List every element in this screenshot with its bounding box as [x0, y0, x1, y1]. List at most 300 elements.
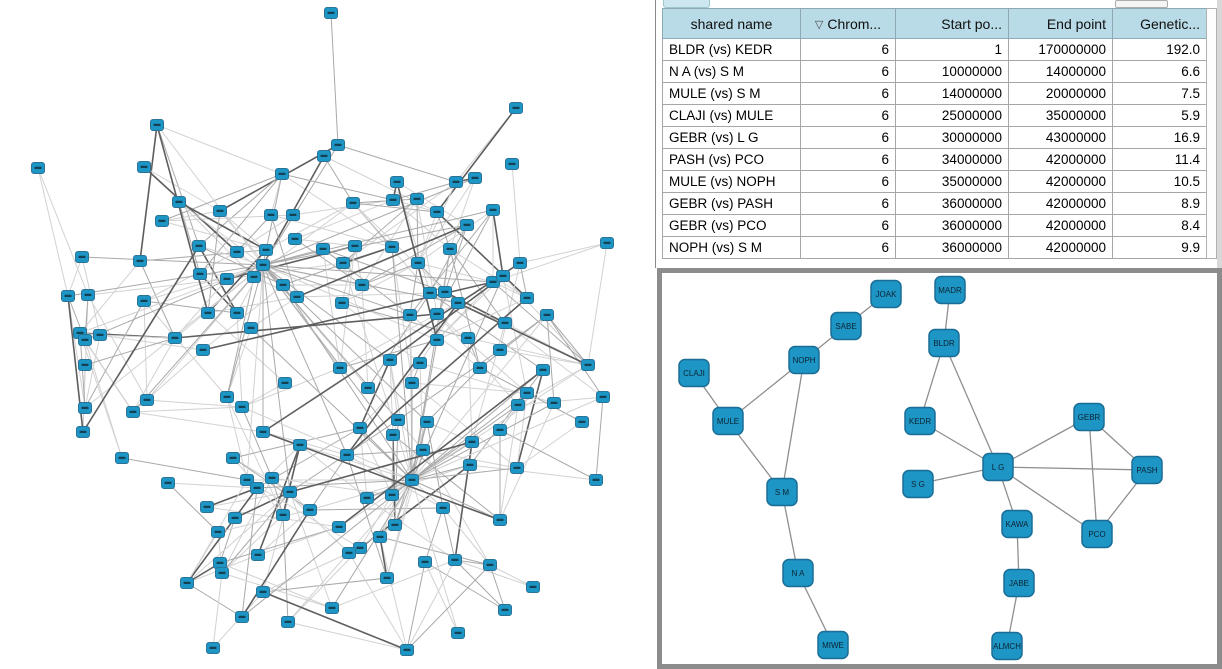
- network-node[interactable]: [401, 645, 414, 656]
- network-node[interactable]: [411, 194, 424, 205]
- network-node[interactable]: [173, 197, 186, 208]
- node-label-glyph: [515, 404, 522, 406]
- network-node[interactable]: [332, 140, 345, 151]
- table-cell[interactable]: 8.9: [1113, 193, 1207, 215]
- network-node[interactable]: [289, 234, 302, 245]
- column-header-chrom---[interactable]: [801, 9, 896, 39]
- column-header-label: End point: [1046, 15, 1106, 32]
- network-node[interactable]: [32, 163, 45, 174]
- network-node[interactable]: [236, 402, 249, 413]
- table-row[interactable]: [663, 149, 1207, 171]
- network-node[interactable]: [277, 510, 290, 521]
- network-node[interactable]: [541, 310, 554, 321]
- network-node[interactable]: [334, 363, 347, 374]
- network-node-miwe[interactable]: [818, 632, 848, 659]
- network-node[interactable]: [424, 288, 437, 299]
- network-node[interactable]: [386, 490, 399, 501]
- node-label-glyph: [442, 291, 449, 293]
- network-node[interactable]: [474, 363, 487, 374]
- network-node[interactable]: [214, 558, 227, 569]
- network-node[interactable]: [406, 378, 419, 389]
- table-cell[interactable]: 6: [801, 237, 896, 259]
- network-edge: [200, 174, 282, 274]
- network-node[interactable]: [494, 515, 507, 526]
- network-edge: [407, 560, 455, 650]
- table-cell[interactable]: 42000000: [1009, 193, 1113, 215]
- network-edge: [227, 328, 251, 397]
- node-label-glyph: [387, 359, 394, 361]
- network-node[interactable]: [419, 557, 432, 568]
- network-node[interactable]: [193, 241, 206, 252]
- network-node[interactable]: [590, 475, 603, 486]
- table-row[interactable]: [663, 127, 1207, 149]
- network-node-pco[interactable]: [1082, 521, 1112, 548]
- network-node[interactable]: [404, 310, 417, 321]
- table-vertical-scrollbar[interactable]: [1206, 8, 1217, 259]
- node-label-glyph: [420, 449, 427, 451]
- node-label-glyph: [455, 302, 462, 304]
- network-node[interactable]: [197, 345, 210, 356]
- network-node[interactable]: [94, 330, 107, 341]
- network-node[interactable]: [229, 513, 242, 524]
- network-node[interactable]: [221, 274, 234, 285]
- table-cell[interactable]: 42000000: [1009, 237, 1113, 259]
- table-cell[interactable]: CLAJI (vs) MULE: [663, 105, 801, 127]
- network-node[interactable]: [76, 252, 89, 263]
- network-node-noph[interactable]: [789, 347, 819, 374]
- network-node[interactable]: [437, 503, 450, 514]
- table-cell[interactable]: 42000000: [1009, 215, 1113, 237]
- table-cell[interactable]: 36000000: [896, 215, 1009, 237]
- network-node[interactable]: [79, 360, 92, 371]
- network-node[interactable]: [548, 398, 561, 409]
- network-node[interactable]: [326, 603, 339, 614]
- network-node[interactable]: [414, 358, 427, 369]
- network-node[interactable]: [384, 355, 397, 366]
- network-node[interactable]: [462, 333, 475, 344]
- table-cell[interactable]: 25000000: [896, 105, 1009, 127]
- network-edge: [80, 265, 263, 333]
- table-cell[interactable]: BLDR (vs) KEDR: [663, 39, 801, 61]
- node-label-glyph: [321, 155, 328, 157]
- table-cell[interactable]: 20000000: [1009, 83, 1113, 105]
- detail-network-panel[interactable]: [657, 268, 1222, 669]
- network-node[interactable]: [601, 238, 614, 249]
- table-cell[interactable]: 6: [801, 39, 896, 61]
- network-node[interactable]: [387, 195, 400, 206]
- table-cell[interactable]: 34000000: [896, 149, 1009, 171]
- network-node[interactable]: [252, 550, 265, 561]
- table-cell[interactable]: PASH (vs) PCO: [663, 149, 801, 171]
- node-label-glyph: [230, 457, 237, 459]
- table-row[interactable]: [663, 83, 1207, 105]
- node-label-glyph: [339, 302, 346, 304]
- table-cell[interactable]: 6: [801, 149, 896, 171]
- network-node[interactable]: [151, 120, 164, 131]
- network-edge: [133, 265, 263, 412]
- network-edge[interactable]: [944, 343, 998, 467]
- table-cell[interactable]: MULE (vs) S M: [663, 83, 801, 105]
- network-node[interactable]: [421, 417, 434, 428]
- node-label-glyph: [455, 632, 462, 634]
- node-label-glyph: [224, 396, 231, 398]
- network-node[interactable]: [576, 417, 589, 428]
- table-cell[interactable]: 36000000: [896, 237, 1009, 259]
- network-node[interactable]: [194, 269, 207, 280]
- network-node[interactable]: [452, 628, 465, 639]
- network-node[interactable]: [497, 271, 510, 282]
- network-node[interactable]: [597, 392, 610, 403]
- table-cell[interactable]: MULE (vs) NOPH: [663, 171, 801, 193]
- table-cell[interactable]: 16.9: [1113, 127, 1207, 149]
- network-node[interactable]: [361, 493, 374, 504]
- filter-icon[interactable]: ▽: [814, 18, 824, 31]
- table-cell[interactable]: 5.9: [1113, 105, 1207, 127]
- network-node[interactable]: [494, 345, 507, 356]
- node-label-glyph: [357, 547, 364, 549]
- network-node[interactable]: [391, 177, 404, 188]
- network-node-s-m[interactable]: [767, 479, 797, 506]
- column-header-label: shared name: [690, 15, 773, 32]
- network-node[interactable]: [277, 280, 290, 291]
- network-edge: [520, 243, 607, 263]
- network-node[interactable]: [514, 258, 527, 269]
- network-node[interactable]: [236, 612, 249, 623]
- network-edge[interactable]: [782, 360, 804, 492]
- network-node[interactable]: [251, 483, 264, 494]
- network-node[interactable]: [387, 430, 400, 441]
- table-cell[interactable]: GEBR (vs) PCO: [663, 215, 801, 237]
- horizontal-scrollbar-fragment[interactable]: [1115, 0, 1168, 8]
- table-cell[interactable]: 6: [801, 61, 896, 83]
- node-label: MADR: [938, 286, 962, 295]
- table-row[interactable]: [663, 193, 1207, 215]
- node-label: CLAJI: [683, 369, 705, 378]
- table-cell[interactable]: 170000000: [1009, 39, 1113, 61]
- network-node[interactable]: [582, 360, 595, 371]
- network-node-madr[interactable]: [935, 277, 965, 304]
- network-node[interactable]: [212, 527, 225, 538]
- node-label-glyph: [130, 411, 137, 413]
- network-node[interactable]: [461, 220, 474, 231]
- network-node[interactable]: [181, 578, 194, 589]
- network-edge: [547, 315, 603, 397]
- node-label-glyph: [184, 582, 191, 584]
- node-label-glyph: [292, 238, 299, 240]
- network-node-almch[interactable]: [992, 633, 1022, 660]
- network-node[interactable]: [337, 258, 350, 269]
- network-node[interactable]: [417, 445, 430, 456]
- table-cell[interactable]: 7.5: [1113, 83, 1207, 105]
- network-edge: [213, 573, 222, 648]
- table-cell[interactable]: 10000000: [896, 61, 1009, 83]
- network-node[interactable]: [127, 407, 140, 418]
- network-node[interactable]: [260, 245, 273, 256]
- network-node[interactable]: [201, 502, 214, 513]
- table-cell[interactable]: 8.4: [1113, 215, 1207, 237]
- table-cell[interactable]: 6: [801, 215, 896, 237]
- network-node-bldr[interactable]: [929, 330, 959, 357]
- table-cell[interactable]: GEBR (vs) L G: [663, 127, 801, 149]
- network-node-sabe[interactable]: [831, 313, 861, 340]
- network-node[interactable]: [282, 617, 295, 628]
- table-cell[interactable]: 36000000: [896, 193, 1009, 215]
- network-node[interactable]: [284, 487, 297, 498]
- network-node[interactable]: [257, 427, 270, 438]
- node-label-glyph: [500, 275, 507, 277]
- network-node[interactable]: [141, 395, 154, 406]
- network-node-l-g[interactable]: [983, 454, 1013, 481]
- table-cell[interactable]: 42000000: [1009, 171, 1113, 193]
- network-node[interactable]: [169, 333, 182, 344]
- network-node[interactable]: [354, 423, 367, 434]
- network-node[interactable]: [499, 318, 512, 329]
- column-header-label: Genetic...: [1140, 15, 1200, 32]
- network-edge: [588, 243, 607, 365]
- network-edge: [293, 200, 393, 215]
- node-label-glyph: [290, 214, 297, 216]
- column-header-end-point[interactable]: [1009, 9, 1113, 39]
- network-node[interactable]: [487, 205, 500, 216]
- network-node[interactable]: [494, 425, 507, 436]
- network-node[interactable]: [450, 177, 463, 188]
- network-node[interactable]: [317, 244, 330, 255]
- network-node[interactable]: [449, 555, 462, 566]
- network-node[interactable]: [439, 287, 452, 298]
- network-node-pash[interactable]: [1132, 457, 1162, 484]
- network-node[interactable]: [537, 365, 550, 376]
- node-label-glyph: [497, 349, 504, 351]
- node-label: BLDR: [933, 339, 955, 348]
- network-node[interactable]: [207, 643, 220, 654]
- table-cell[interactable]: 6.6: [1113, 61, 1207, 83]
- network-node[interactable]: [134, 256, 147, 267]
- network-node[interactable]: [279, 378, 292, 389]
- table-row[interactable]: [663, 171, 1207, 193]
- node-label-glyph: [477, 367, 484, 369]
- network-node[interactable]: [162, 478, 175, 489]
- network-node-gebr[interactable]: [1074, 404, 1104, 431]
- node-label-glyph: [447, 248, 454, 250]
- detail-network-canvas[interactable]: [662, 273, 1217, 664]
- network-node[interactable]: [266, 473, 279, 484]
- network-node[interactable]: [79, 335, 92, 346]
- node-label-glyph: [244, 479, 251, 481]
- table-row[interactable]: [663, 215, 1207, 237]
- network-node[interactable]: [466, 437, 479, 448]
- column-header-genetic---[interactable]: [1113, 9, 1207, 39]
- node-label-glyph: [268, 214, 275, 216]
- node-label-glyph: [344, 454, 351, 456]
- table-cell[interactable]: GEBR (vs) PASH: [663, 193, 801, 215]
- network-node[interactable]: [156, 216, 169, 227]
- network-node[interactable]: [318, 151, 331, 162]
- network-node[interactable]: [214, 206, 227, 217]
- network-node[interactable]: [521, 388, 534, 399]
- network-node[interactable]: [294, 440, 307, 451]
- network-node[interactable]: [341, 450, 354, 461]
- network-edge[interactable]: [1089, 417, 1097, 534]
- table-row[interactable]: [663, 61, 1207, 83]
- network-node[interactable]: [138, 296, 151, 307]
- network-node[interactable]: [336, 298, 349, 309]
- network-node[interactable]: [138, 162, 151, 173]
- node-label-glyph: [509, 163, 516, 165]
- network-node[interactable]: [257, 587, 270, 598]
- table-cell[interactable]: 35000000: [1009, 105, 1113, 127]
- node-label-glyph: [593, 479, 600, 481]
- network-node[interactable]: [248, 272, 261, 283]
- network-node[interactable]: [82, 290, 95, 301]
- network-node[interactable]: [343, 548, 356, 559]
- network-node[interactable]: [389, 520, 402, 531]
- table-cell[interactable]: 9.9: [1113, 237, 1207, 259]
- node-label-glyph: [409, 479, 416, 481]
- table-cell[interactable]: 1: [896, 39, 1009, 61]
- network-node[interactable]: [265, 210, 278, 221]
- network-node-joak[interactable]: [871, 281, 901, 308]
- network-node[interactable]: [257, 260, 270, 271]
- network-node[interactable]: [216, 568, 229, 579]
- network-node[interactable]: [245, 323, 258, 334]
- node-label-glyph: [530, 586, 537, 588]
- network-node[interactable]: [484, 560, 497, 571]
- network-node[interactable]: [412, 258, 425, 269]
- table-row[interactable]: [663, 105, 1207, 127]
- node-label-glyph: [540, 369, 547, 371]
- table-cell[interactable]: 6: [801, 193, 896, 215]
- table-cell[interactable]: 11.4: [1113, 149, 1207, 171]
- network-node[interactable]: [325, 8, 338, 19]
- panel-tab-fragment[interactable]: [663, 0, 710, 8]
- column-header-label: Start po...: [941, 15, 1002, 32]
- network-node[interactable]: [444, 244, 457, 255]
- node-label-glyph: [497, 429, 504, 431]
- network-node-mule[interactable]: [713, 408, 743, 435]
- table-cell[interactable]: NOPH (vs) S M: [663, 237, 801, 259]
- network-node-n-a[interactable]: [783, 560, 813, 587]
- network-node-kedr[interactable]: [905, 408, 935, 435]
- network-node[interactable]: [386, 242, 399, 253]
- network-node[interactable]: [392, 415, 405, 426]
- node-label-glyph: [604, 242, 611, 244]
- table-cell[interactable]: 6: [801, 127, 896, 149]
- table-cell[interactable]: 6: [801, 171, 896, 193]
- network-node[interactable]: [431, 335, 444, 346]
- table-cell[interactable]: 42000000: [1009, 149, 1113, 171]
- network-node[interactable]: [347, 198, 360, 209]
- network-node[interactable]: [304, 505, 317, 516]
- node-label-glyph: [340, 262, 347, 264]
- network-node[interactable]: [333, 522, 346, 533]
- network-node[interactable]: [512, 400, 525, 411]
- node-label-glyph: [487, 564, 494, 566]
- network-edge: [310, 455, 347, 510]
- table-row[interactable]: [663, 39, 1207, 61]
- column-header-label: Chrom...: [827, 15, 882, 32]
- network-node[interactable]: [506, 159, 519, 170]
- network-node[interactable]: [62, 291, 75, 302]
- network-node[interactable]: [79, 403, 92, 414]
- table-cell[interactable]: 43000000: [1009, 127, 1113, 149]
- network-node[interactable]: [511, 463, 524, 474]
- network-node[interactable]: [510, 103, 523, 114]
- network-edge: [258, 445, 300, 555]
- network-node[interactable]: [406, 475, 419, 486]
- table-cell[interactable]: 10.5: [1113, 171, 1207, 193]
- network-node[interactable]: [469, 173, 482, 184]
- node-label-glyph: [377, 536, 384, 538]
- network-node-jabe[interactable]: [1004, 570, 1034, 597]
- network-node[interactable]: [464, 460, 477, 471]
- table-cell[interactable]: 35000000: [896, 171, 1009, 193]
- table-cell[interactable]: 6: [801, 83, 896, 105]
- node-label-glyph: [65, 295, 72, 297]
- table-cell[interactable]: 192.0: [1113, 39, 1207, 61]
- table-row[interactable]: [663, 237, 1207, 259]
- network-node[interactable]: [231, 308, 244, 319]
- column-header-shared-name[interactable]: [663, 9, 801, 39]
- network-node[interactable]: [431, 309, 444, 320]
- node-label: PASH: [1136, 466, 1158, 475]
- network-node[interactable]: [231, 247, 244, 258]
- node-label-glyph: [392, 524, 399, 526]
- network-node[interactable]: [452, 298, 465, 309]
- table-cell[interactable]: 6: [801, 105, 896, 127]
- network-node[interactable]: [431, 207, 444, 218]
- network-node[interactable]: [116, 453, 129, 464]
- network-edge: [412, 480, 500, 520]
- node-label-glyph: [465, 337, 472, 339]
- table-cell[interactable]: N A (vs) S M: [663, 61, 801, 83]
- network-node[interactable]: [276, 169, 289, 180]
- network-node[interactable]: [521, 293, 534, 304]
- network-edge: [162, 221, 266, 250]
- network-node[interactable]: [374, 532, 387, 543]
- node-label-glyph: [137, 260, 144, 262]
- network-node[interactable]: [381, 573, 394, 584]
- network-node-s-g[interactable]: [903, 471, 933, 498]
- node-label-glyph: [141, 166, 148, 168]
- node-label-glyph: [424, 421, 431, 423]
- network-edge[interactable]: [998, 467, 1147, 470]
- network-node[interactable]: [291, 292, 304, 303]
- network-node[interactable]: [227, 453, 240, 464]
- network-edge: [331, 13, 338, 145]
- table-cell[interactable]: 30000000: [896, 127, 1009, 149]
- network-node[interactable]: [287, 210, 300, 221]
- network-node[interactable]: [527, 582, 540, 593]
- network-node[interactable]: [356, 280, 369, 291]
- node-label-glyph: [165, 482, 172, 484]
- node-label-glyph: [364, 497, 371, 499]
- table-cell[interactable]: 14000000: [896, 83, 1009, 105]
- node-label-glyph: [389, 494, 396, 496]
- network-node[interactable]: [499, 605, 512, 616]
- network-node-claji[interactable]: [679, 360, 709, 387]
- network-node[interactable]: [362, 383, 375, 394]
- column-header-start-po---[interactable]: [896, 9, 1009, 39]
- network-node[interactable]: [349, 241, 362, 252]
- network-node[interactable]: [77, 427, 90, 438]
- table-cell[interactable]: 14000000: [1009, 61, 1113, 83]
- network-node[interactable]: [202, 308, 215, 319]
- network-node[interactable]: [221, 392, 234, 403]
- node-label-glyph: [329, 607, 336, 609]
- network-edge: [133, 407, 242, 412]
- network-node-kawa[interactable]: [1002, 511, 1032, 538]
- node-label-glyph: [176, 201, 183, 203]
